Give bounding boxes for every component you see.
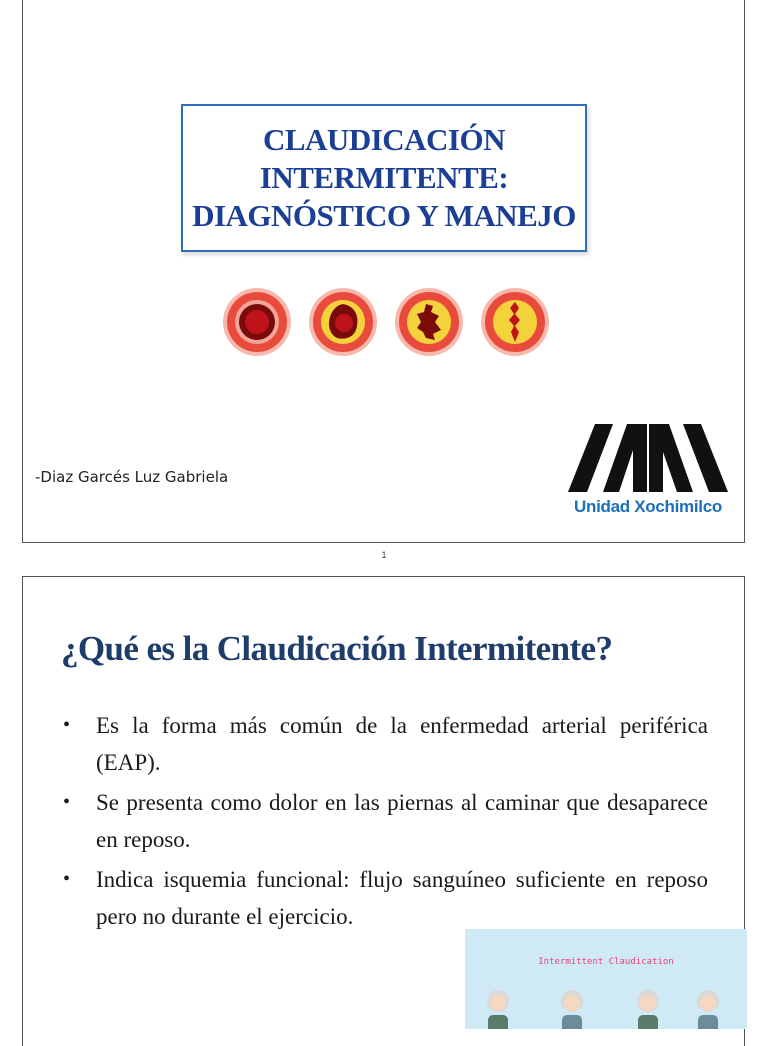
artery-cross-section-icon (307, 286, 379, 358)
slide-2 (22, 576, 745, 1046)
elderly-person-icon (691, 987, 725, 1029)
illustration-label: Intermittent Claudication (538, 957, 674, 967)
title-box (181, 104, 587, 252)
title-line-3: DIAGNÓSTICO Y MANEJO (192, 198, 576, 233)
author-name: -Diaz Garcés Luz Gabriela (35, 468, 229, 486)
claudication-illustration (465, 929, 747, 1029)
artery-stages (221, 286, 551, 358)
bullet-item: • Se presenta como dolor en las piernas al caminar que desaparece en reposo. (63, 784, 708, 858)
bullet-item: • Es la forma más común de la enfermedad arterial periférica (EAP). (63, 707, 708, 781)
title-line-1: CLAUDICACIÓN (262, 122, 505, 157)
bullet-list (63, 707, 708, 938)
bullet-item: • Indica isquemia funcional: flujo sanguíneo suficiente en reposo pero no durante el ejercicio. (63, 861, 708, 935)
title-line-2: INTERMITENTE: (259, 160, 509, 195)
elderly-person-icon (631, 987, 665, 1029)
logo-text: Unidad Xochimilco (574, 497, 722, 516)
artery-cross-section-icon (479, 286, 551, 358)
elderly-person-icon (555, 987, 589, 1029)
artery-cross-section-icon (393, 286, 465, 358)
elderly-person-icon (481, 987, 515, 1029)
slide-heading: ¿Qué es la Claudicación Intermitente? (61, 629, 613, 668)
artery-cross-section-icon (221, 286, 293, 358)
page-number: 1 (381, 550, 387, 560)
slide-1 (22, 0, 745, 543)
